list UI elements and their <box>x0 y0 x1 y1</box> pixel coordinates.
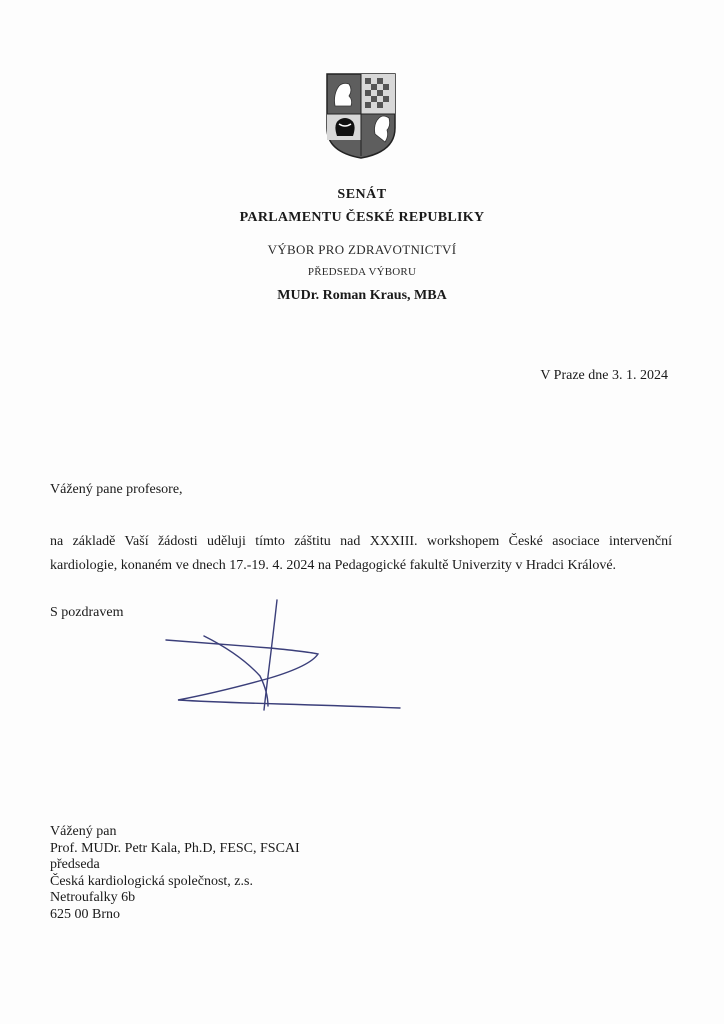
czech-coat-of-arms-icon <box>323 72 399 160</box>
letter-body: na základě Vaší žádosti uděluji tímto záštitu nad XXXIII. workshopem České asociace intervenční kardiologie, konaném ve dnech 17.-19. 4. 2024 na Pedagogické fakultě Univerzity v Hradci Králové. <box>50 534 672 573</box>
recipient-line-2: Prof. MUDr. Petr Kala, Ph.D, FESC, FSCAI <box>50 840 300 856</box>
signature <box>160 596 420 720</box>
institution-title: SENÁT <box>337 187 387 202</box>
recipient-address <box>50 824 300 923</box>
letter-date: V Praze dne 3. 1. 2024 <box>540 368 668 383</box>
closing: S pozdravem <box>50 605 124 620</box>
recipient-line-1: Vážený pan <box>50 824 117 839</box>
committee-title: VÝBOR PRO ZDRAVOTNICTVÍ <box>267 242 457 257</box>
chair-name: MUDr. Roman Kraus, MBA <box>277 288 447 303</box>
recipient-line-5: Netroufalky 6b <box>50 890 136 905</box>
role-title: PŘEDSEDA VÝBORU <box>307 266 417 278</box>
recipient-line-3: předseda <box>50 857 100 872</box>
recipient-line-6: 625 00 Brno <box>50 906 120 922</box>
parliament-title: PARLAMENTU ČESKÉ REPUBLIKY <box>239 210 485 225</box>
salutation: Vážený pane profesore, <box>50 482 183 497</box>
recipient-line-4: Česká kardiologická společnost, z.s. <box>50 873 253 889</box>
